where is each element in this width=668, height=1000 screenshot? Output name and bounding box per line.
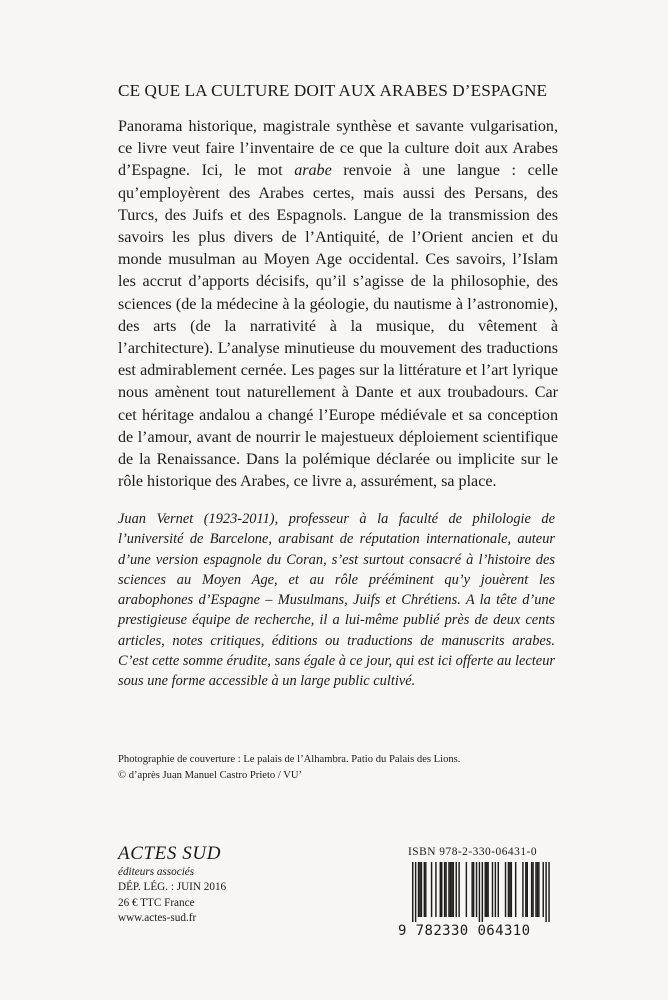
barcode-bar (424, 862, 425, 917)
barcode-bars (398, 862, 568, 922)
barcode-bar (485, 862, 486, 917)
page-title: CE QUE LA CULTURE DOIT AUX ARABES D’ESPAGNE (118, 81, 548, 100)
barcode-bar (412, 862, 413, 922)
description-text-end: renvoie à une langue : celle qu’employèrent des Arabes certes, mais aussi des Persans, des Turcs, des Juifs et des Espagnols. Langue de la transmission des savoirs les plus divers de l’Antiquité, de l’Orient ancien et du monde musulman au Moyen Age occidental. Ces savoirs, l’Islam les accrut d’apports décisifs, qu’il s’agisse de la philosophie, des sciences (de la médecine à la géologie, du nautisme à l’astronomie), des arts (de la narrativité à la musique, du vêtement à l’architecture). L’analyse minutieuse du mouvement des traductions est admirablement cernée. Les pages sur la littérature et l’art lyrique nous amènent tout naturellement à Dante et aux troubadours. Car cet héritage andalou a changé l’Europe médiévale et sa conception de l’amour, avant de nourrir le majestueux déploiement scientifique de la Renaissance. Dans la polémique déclarée ou implicite sur le rôle historique des Arabes, ce livre a, assurément, sa place. (118, 162, 558, 491)
barcode-bar (525, 862, 526, 917)
barcode-bar (440, 862, 441, 917)
barcode-digits: 9 782330 064310 (398, 923, 531, 939)
barcode-bar (482, 862, 483, 922)
barcode-bar (509, 862, 510, 917)
barcode-bar (531, 862, 532, 917)
barcode-bar (445, 862, 446, 917)
photo-credit-line-1: Photographie de couverture : Le palais de l’Alhambra. Patio du Palais des Lions. (118, 754, 461, 765)
barcode-bar (508, 862, 509, 917)
barcode-bar (515, 862, 516, 917)
isbn-label: ISBN 978-2-330-06431-0 (408, 846, 538, 858)
barcode-bar (492, 862, 493, 917)
description-text-start: Panorama historique, magistrale synthèse et savante vulgarisation, ce livre veut faire l’inventaire de ce que la culture doit aux Arabes d’Espagne. Ici, le mot (118, 118, 558, 180)
barcode-bar (548, 862, 549, 922)
barcode-bar (431, 862, 432, 917)
book-description (118, 116, 558, 493)
barcode-bar (486, 862, 487, 917)
barcode-bar (476, 862, 477, 917)
author-bio: Juan Vernet (1923-2011), professeur à la faculté de philologie de l’université de Barcelone, arabisant de réputation internationale, auteur d’une version espagnole du Coran, s’est surtout consacré à l’histoire des sciences au Moyen Age, et au rôle prééminent qu’y jouèrent les arabophones d’Espagne – Musulmans, Juifs et Chrétiens. A la tête d’une prestigieuse équipe de recherche, il a lui-même publié près de deux cents articles, notes critiques, éditions ou traductions de manuscrits arabes. C’est cette somme érudite, sans égale à ce jour, qui est ici offerte au lecteur sous une forme accessible à un large public cultivé. (118, 511, 555, 690)
barcode-bar (444, 862, 445, 917)
barcode-bar (545, 862, 546, 922)
description-italic-word: arabe (294, 162, 332, 180)
barcode-bar (448, 862, 449, 917)
barcode-bar (543, 862, 544, 917)
barcode (398, 862, 568, 938)
barcode-bar (532, 862, 533, 917)
publisher-block (118, 843, 358, 927)
barcode-bar (419, 862, 420, 917)
barcode-bar (418, 862, 419, 917)
barcode-bar (511, 862, 512, 917)
photo-credit (118, 752, 558, 784)
barcode-bar (450, 862, 451, 917)
barcode-bar (453, 862, 454, 917)
barcode-bar (505, 862, 506, 917)
price: 26 € TTC France (118, 896, 195, 909)
barcode-bar (473, 862, 474, 917)
barcode-bar (421, 862, 422, 917)
barcode-bar (522, 862, 523, 917)
barcode-bar (471, 862, 472, 917)
barcode-bar (495, 862, 496, 917)
isbn-block (398, 846, 568, 938)
publisher-subtitle: éditeurs associés (118, 866, 195, 878)
barcode-bar (415, 862, 416, 922)
barcode-bar (537, 862, 538, 917)
barcode-bar (498, 862, 499, 917)
barcode-bar (479, 862, 480, 922)
barcode-bar (441, 862, 442, 917)
publisher-logo: ACTES SUD (118, 843, 222, 864)
barcode-bar (527, 862, 528, 917)
barcode-bar (487, 862, 488, 917)
website-link[interactable]: www.actes-sud.fr (118, 912, 197, 925)
barcode-bar (458, 862, 459, 917)
barcode-bar (538, 862, 539, 917)
legal-deposit: DÉP. LÉG. : JUIN 2016 (118, 881, 227, 894)
photo-credit-line-2: © d’après Juan Manuel Castro Prieto / VU’ (118, 770, 303, 781)
barcode-bar (456, 862, 457, 917)
barcode-bar (466, 862, 467, 917)
barcode-bar (451, 862, 452, 917)
barcode-bar (435, 862, 436, 917)
barcode-bar (425, 862, 426, 917)
barcode-bar (535, 862, 536, 917)
